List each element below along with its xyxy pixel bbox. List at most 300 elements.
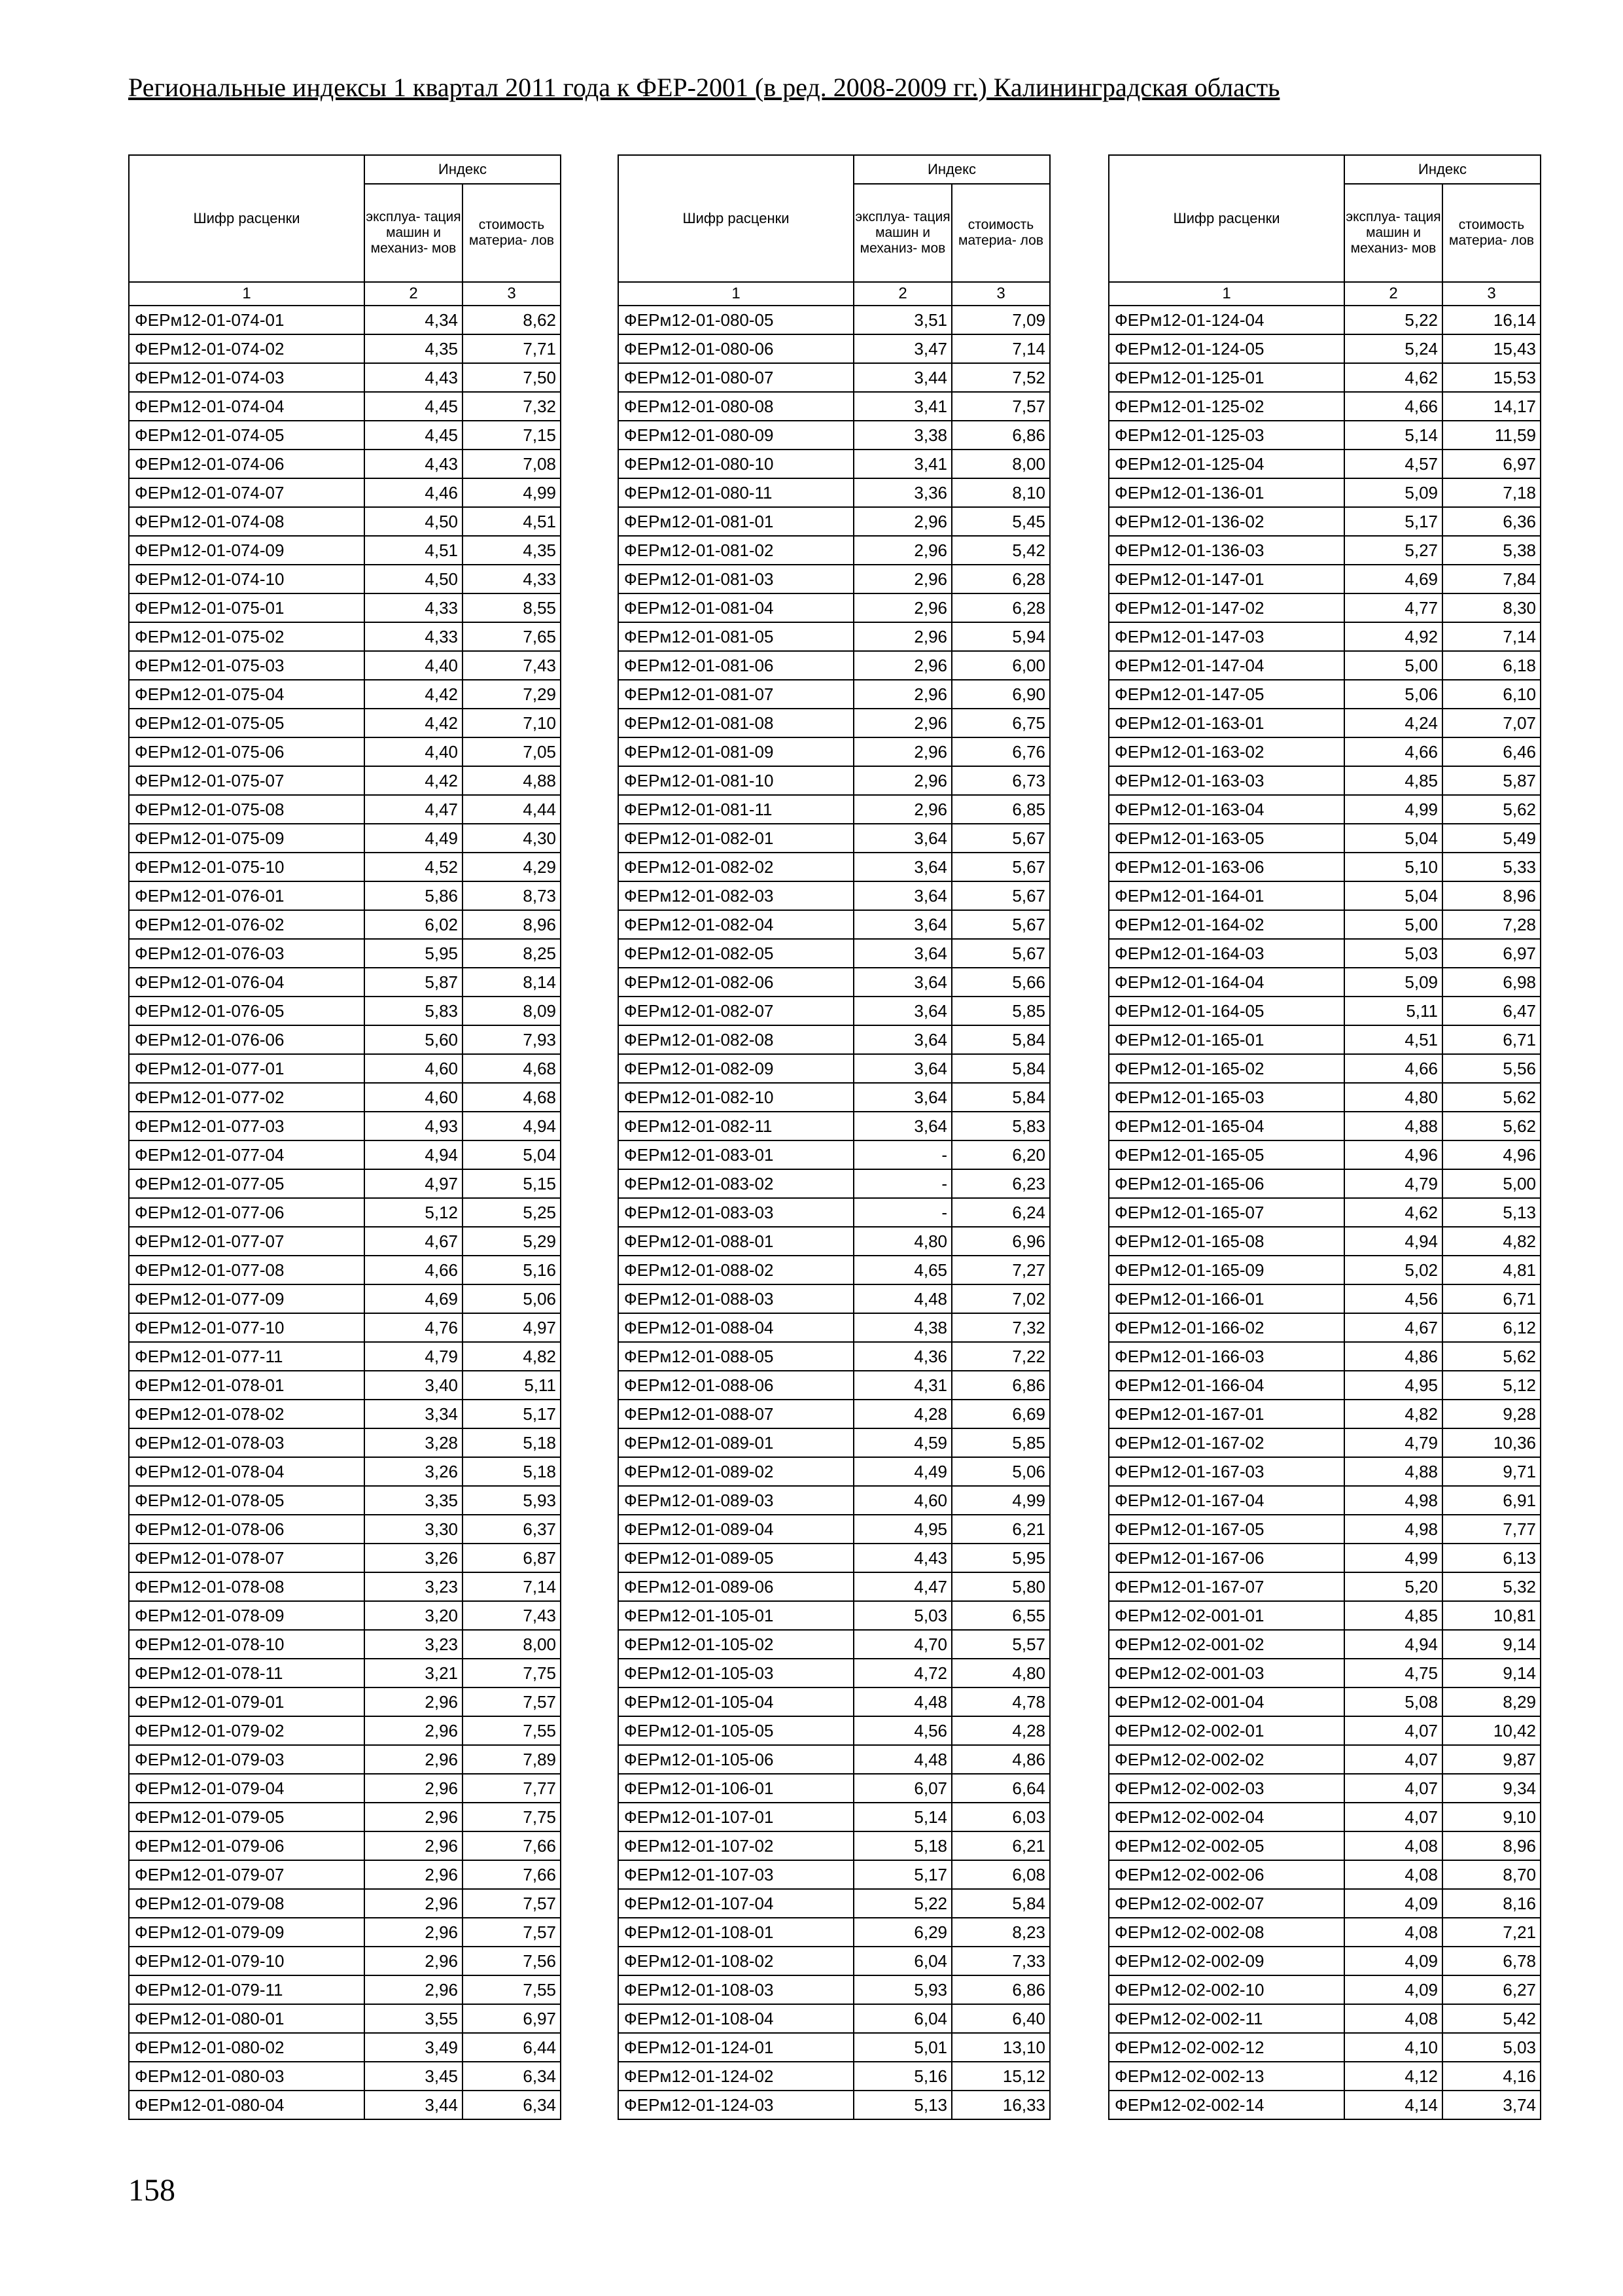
rate-code-cell: ФЕРм12-01-105-01 [618, 1601, 854, 1630]
materials-index-cell: 4,33 [462, 565, 561, 593]
materials-index-cell: 6,44 [462, 2033, 561, 2062]
machines-index-cell: 4,24 [1344, 709, 1442, 737]
header-col-number: 3 [462, 282, 561, 306]
materials-index-cell: 5,93 [462, 1486, 561, 1515]
index-table-left [128, 154, 561, 2120]
table-row [1109, 421, 1541, 450]
materials-index-cell: 6,97 [462, 2004, 561, 2033]
rate-code-cell: ФЕРм12-01-082-01 [618, 824, 854, 853]
table-row [129, 1486, 561, 1515]
materials-index-cell: 5,00 [1442, 1169, 1541, 1198]
materials-index-cell: 5,84 [952, 1083, 1050, 1112]
rate-code-cell: ФЕРм12-01-165-05 [1109, 1140, 1344, 1169]
machines-index-cell: 4,75 [1344, 1659, 1442, 1687]
rate-code-cell: ФЕРм12-01-081-07 [618, 680, 854, 709]
rate-code-cell: ФЕРм12-01-075-02 [129, 622, 364, 651]
rate-code-cell: ФЕРм12-01-078-06 [129, 1515, 364, 1544]
machines-index-cell: 4,38 [854, 1313, 952, 1342]
table-row [129, 2091, 561, 2119]
materials-index-cell: 7,84 [1442, 565, 1541, 593]
header-machines: эксплуа- тация машин и механиз- мов [364, 184, 462, 282]
machines-index-cell: 4,07 [1344, 1803, 1442, 1831]
rate-code-cell: ФЕРм12-01-081-11 [618, 795, 854, 824]
materials-index-cell: 7,52 [952, 363, 1050, 392]
machines-index-cell: 4,09 [1344, 1975, 1442, 2004]
table-row [618, 622, 1050, 651]
rate-code-cell: ФЕРм12-01-106-01 [618, 1774, 854, 1803]
page-number: 158 [128, 2173, 175, 2208]
rate-code-cell: ФЕРм12-01-108-04 [618, 2004, 854, 2033]
table-row [618, 1371, 1050, 1400]
machines-index-cell: 2,96 [364, 1774, 462, 1803]
table-row [618, 968, 1050, 997]
materials-index-cell: 4,86 [952, 1745, 1050, 1774]
header-col-number: 1 [1109, 282, 1344, 306]
table-row [1109, 536, 1541, 565]
materials-index-cell: 6,21 [952, 1831, 1050, 1860]
rate-code-cell: ФЕРм12-01-075-09 [129, 824, 364, 853]
rate-code-cell: ФЕРм12-02-002-09 [1109, 1947, 1344, 1975]
table-row [129, 1947, 561, 1975]
header-col-number: 1 [618, 282, 854, 306]
rate-code-cell: ФЕРм12-01-124-02 [618, 2062, 854, 2091]
machines-index-cell: 2,96 [364, 1947, 462, 1975]
rate-code-cell: ФЕРм12-01-165-09 [1109, 1256, 1344, 1284]
materials-index-cell: 5,67 [952, 824, 1050, 853]
table-row [1109, 1860, 1541, 1889]
machines-index-cell: 4,85 [1344, 1601, 1442, 1630]
machines-index-cell: 4,80 [1344, 1083, 1442, 1112]
machines-index-cell: 5,95 [364, 939, 462, 968]
materials-index-cell: 6,36 [1442, 507, 1541, 536]
rate-code-cell: ФЕРм12-01-078-10 [129, 1630, 364, 1659]
rate-code-cell: ФЕРм12-01-080-10 [618, 450, 854, 478]
rate-code-cell: ФЕРм12-01-166-01 [1109, 1284, 1344, 1313]
rate-code-cell: ФЕРм12-02-002-02 [1109, 1745, 1344, 1774]
machines-index-cell: 4,99 [1344, 1544, 1442, 1572]
table-row [618, 1889, 1050, 1918]
machines-index-cell: 3,64 [854, 1112, 952, 1140]
machines-index-cell: 4,43 [854, 1544, 952, 1572]
table-row [618, 2091, 1050, 2119]
machines-index-cell: 4,07 [1344, 1745, 1442, 1774]
table-row [129, 1659, 561, 1687]
table-row [1109, 593, 1541, 622]
machines-index-cell: 5,16 [854, 2062, 952, 2091]
materials-index-cell: 5,66 [952, 968, 1050, 997]
table-row [1109, 766, 1541, 795]
machines-index-cell: 5,13 [854, 2091, 952, 2119]
rate-code-cell: ФЕРм12-01-165-03 [1109, 1083, 1344, 1112]
header-code: Шифр расценки [129, 155, 364, 282]
table-row [129, 1457, 561, 1486]
table-row [1109, 939, 1541, 968]
rate-code-cell: ФЕРм12-01-166-03 [1109, 1342, 1344, 1371]
materials-index-cell: 7,55 [462, 1716, 561, 1745]
materials-index-cell: 6,96 [952, 1227, 1050, 1256]
table-row [618, 1025, 1050, 1054]
machines-index-cell: 4,45 [364, 392, 462, 421]
table-row [1109, 1428, 1541, 1457]
materials-index-cell: 4,78 [952, 1687, 1050, 1716]
rate-code-cell: ФЕРм12-01-077-05 [129, 1169, 364, 1198]
table-row [129, 910, 561, 939]
table-row [1109, 507, 1541, 536]
machines-index-cell: 4,09 [1344, 1947, 1442, 1975]
machines-index-cell: 3,64 [854, 853, 952, 881]
rate-code-cell: ФЕРм12-01-167-06 [1109, 1544, 1344, 1572]
materials-index-cell: 5,04 [462, 1140, 561, 1169]
machines-index-cell: 4,67 [1344, 1313, 1442, 1342]
rate-code-cell: ФЕРм12-01-163-01 [1109, 709, 1344, 737]
table-row [618, 1831, 1050, 1860]
materials-index-cell: 6,27 [1442, 1975, 1541, 2004]
machines-index-cell: 4,08 [1344, 1918, 1442, 1947]
rate-code-cell: ФЕРм12-01-165-06 [1109, 1169, 1344, 1198]
rate-code-cell: ФЕРм12-01-163-06 [1109, 853, 1344, 881]
table-row [129, 766, 561, 795]
table-row [129, 1054, 561, 1083]
rate-code-cell: ФЕРм12-01-077-02 [129, 1083, 364, 1112]
materials-index-cell: 4,29 [462, 853, 561, 881]
table-row [1109, 1083, 1541, 1112]
rate-code-cell: ФЕРм12-02-002-14 [1109, 2091, 1344, 2119]
materials-index-cell: 4,96 [1442, 1140, 1541, 1169]
rate-code-cell: ФЕРм12-01-077-09 [129, 1284, 364, 1313]
materials-index-cell: 5,17 [462, 1400, 561, 1428]
table-row [1109, 1256, 1541, 1284]
machines-index-cell: 4,97 [364, 1169, 462, 1198]
table-row [618, 334, 1050, 363]
materials-index-cell: 8,73 [462, 881, 561, 910]
materials-index-cell: 5,62 [1442, 1342, 1541, 1371]
machines-index-cell: 4,86 [1344, 1342, 1442, 1371]
table-row [129, 1572, 561, 1601]
table-row [129, 1716, 561, 1745]
materials-index-cell: 7,66 [462, 1860, 561, 1889]
machines-index-cell: 6,29 [854, 1918, 952, 1947]
header-col-number: 3 [952, 282, 1050, 306]
materials-index-cell: 7,43 [462, 1601, 561, 1630]
rate-code-cell: ФЕРм12-01-082-10 [618, 1083, 854, 1112]
table-row [1109, 450, 1541, 478]
materials-index-cell: 5,42 [952, 536, 1050, 565]
rate-code-cell: ФЕРм12-01-076-05 [129, 997, 364, 1025]
materials-index-cell: 7,56 [462, 1947, 561, 1975]
materials-index-cell: 4,44 [462, 795, 561, 824]
materials-index-cell: 7,22 [952, 1342, 1050, 1371]
rate-code-cell: ФЕРм12-01-076-01 [129, 881, 364, 910]
rate-code-cell: ФЕРм12-01-081-03 [618, 565, 854, 593]
materials-index-cell: 6,10 [1442, 680, 1541, 709]
table-row [618, 1140, 1050, 1169]
machines-index-cell: 4,14 [1344, 2091, 1442, 2119]
rate-code-cell: ФЕРм12-01-076-06 [129, 1025, 364, 1054]
table-row [1109, 1630, 1541, 1659]
materials-index-cell: 10,42 [1442, 1716, 1541, 1745]
table-row [618, 1947, 1050, 1975]
table-row [1109, 478, 1541, 507]
table-row [618, 651, 1050, 680]
machines-index-cell: 2,96 [854, 622, 952, 651]
table-row [618, 1313, 1050, 1342]
machines-index-cell: 4,95 [1344, 1371, 1442, 1400]
rate-code-cell: ФЕРм12-01-088-04 [618, 1313, 854, 1342]
materials-index-cell: 7,57 [462, 1889, 561, 1918]
materials-index-cell: 5,94 [952, 622, 1050, 651]
machines-index-cell: 3,26 [364, 1457, 462, 1486]
machines-index-cell: 3,45 [364, 2062, 462, 2091]
machines-index-cell: 2,96 [854, 565, 952, 593]
table-row [129, 536, 561, 565]
materials-index-cell: 4,16 [1442, 2062, 1541, 2091]
rate-code-cell: ФЕРм12-01-105-03 [618, 1659, 854, 1687]
machines-index-cell: 4,42 [364, 709, 462, 737]
machines-index-cell: 4,51 [364, 536, 462, 565]
materials-index-cell: 6,87 [462, 1544, 561, 1572]
materials-index-cell: 7,21 [1442, 1918, 1541, 1947]
rate-code-cell: ФЕРм12-01-082-09 [618, 1054, 854, 1083]
machines-index-cell: 4,57 [1344, 450, 1442, 478]
materials-index-cell: 6,85 [952, 795, 1050, 824]
machines-index-cell: 4,51 [1344, 1025, 1442, 1054]
machines-index-cell: 4,69 [1344, 565, 1442, 593]
rate-code-cell: ФЕРм12-01-136-01 [1109, 478, 1344, 507]
materials-index-cell: 5,84 [952, 1889, 1050, 1918]
machines-index-cell: 2,96 [364, 1716, 462, 1745]
rate-code-cell: ФЕРм12-01-163-03 [1109, 766, 1344, 795]
materials-index-cell: 5,84 [952, 1054, 1050, 1083]
header-index: Индекс [1344, 155, 1541, 184]
rate-code-cell: ФЕРм12-01-078-09 [129, 1601, 364, 1630]
materials-index-cell: 7,32 [952, 1313, 1050, 1342]
table-row [129, 1140, 561, 1169]
table-row [618, 1054, 1050, 1083]
materials-index-cell: 6,34 [462, 2091, 561, 2119]
table-row [618, 1572, 1050, 1601]
materials-index-cell: 5,80 [952, 1572, 1050, 1601]
rate-code-cell: ФЕРм12-01-076-02 [129, 910, 364, 939]
table-row [129, 1313, 561, 1342]
machines-index-cell: 2,96 [364, 1975, 462, 2004]
machines-index-cell: 4,43 [364, 450, 462, 478]
rate-code-cell: ФЕРм12-01-075-04 [129, 680, 364, 709]
materials-index-cell: 5,25 [462, 1198, 561, 1227]
materials-index-cell: 5,56 [1442, 1054, 1541, 1083]
rate-code-cell: ФЕРм12-01-081-04 [618, 593, 854, 622]
materials-index-cell: 5,84 [952, 1025, 1050, 1054]
rate-code-cell: ФЕРм12-01-080-01 [129, 2004, 364, 2033]
rate-code-cell: ФЕРм12-01-074-08 [129, 507, 364, 536]
rate-code-cell: ФЕРм12-01-147-05 [1109, 680, 1344, 709]
rate-code-cell: ФЕРм12-01-078-11 [129, 1659, 364, 1687]
materials-index-cell: 7,55 [462, 1975, 561, 2004]
materials-index-cell: 7,66 [462, 1831, 561, 1860]
materials-index-cell: 4,82 [1442, 1227, 1541, 1256]
rate-code-cell: ФЕРм12-01-080-05 [618, 306, 854, 334]
materials-index-cell: 5,33 [1442, 853, 1541, 881]
rate-code-cell: ФЕРм12-01-077-11 [129, 1342, 364, 1371]
machines-index-cell: 3,21 [364, 1659, 462, 1687]
header-materials: стоимость материа- лов [462, 184, 561, 282]
machines-index-cell: 4,66 [364, 1256, 462, 1284]
rate-code-cell: ФЕРм12-01-089-01 [618, 1428, 854, 1457]
table-row [1109, 1371, 1541, 1400]
materials-index-cell: 7,57 [462, 1918, 561, 1947]
machines-index-cell: 4,08 [1344, 2004, 1442, 2033]
rate-code-cell: ФЕРм12-02-002-07 [1109, 1889, 1344, 1918]
rate-code-cell: ФЕРм12-01-136-03 [1109, 536, 1344, 565]
header-machines: эксплуа- тация машин и механиз- мов [1344, 184, 1442, 282]
materials-index-cell: 4,97 [462, 1313, 561, 1342]
rate-code-cell: ФЕРм12-01-082-08 [618, 1025, 854, 1054]
materials-index-cell: 6,37 [462, 1515, 561, 1544]
machines-index-cell: - [854, 1198, 952, 1227]
machines-index-cell: 5,04 [1344, 881, 1442, 910]
materials-index-cell: 5,15 [462, 1169, 561, 1198]
table-row [129, 363, 561, 392]
table-row [129, 478, 561, 507]
machines-index-cell: 5,14 [1344, 421, 1442, 450]
machines-index-cell: 5,01 [854, 2033, 952, 2062]
table-row [618, 1169, 1050, 1198]
table-row [618, 680, 1050, 709]
rate-code-cell: ФЕРм12-02-002-10 [1109, 1975, 1344, 2004]
rate-code-cell: ФЕРм12-01-088-01 [618, 1227, 854, 1256]
machines-index-cell: 2,96 [854, 709, 952, 737]
rate-code-cell: ФЕРм12-01-079-03 [129, 1745, 364, 1774]
materials-index-cell: 5,45 [952, 507, 1050, 536]
materials-index-cell: 14,17 [1442, 392, 1541, 421]
materials-index-cell: 4,81 [1442, 1256, 1541, 1284]
materials-index-cell: 5,85 [952, 1428, 1050, 1457]
rate-code-cell: ФЕРм12-01-080-11 [618, 478, 854, 507]
machines-index-cell: 4,88 [1344, 1112, 1442, 1140]
materials-index-cell: 5,62 [1442, 1112, 1541, 1140]
rate-code-cell: ФЕРм12-01-074-06 [129, 450, 364, 478]
materials-index-cell: 9,34 [1442, 1774, 1541, 1803]
materials-index-cell: 8,16 [1442, 1889, 1541, 1918]
table-row [129, 593, 561, 622]
machines-index-cell: 5,06 [1344, 680, 1442, 709]
table-row [618, 1774, 1050, 1803]
materials-index-cell: 10,36 [1442, 1428, 1541, 1457]
header-materials: стоимость материа- лов [952, 184, 1050, 282]
rate-code-cell: ФЕРм12-01-164-04 [1109, 968, 1344, 997]
rate-code-cell: ФЕРм12-01-165-01 [1109, 1025, 1344, 1054]
materials-index-cell: 5,42 [1442, 2004, 1541, 2033]
machines-index-cell: 4,08 [1344, 1831, 1442, 1860]
rate-code-cell: ФЕРм12-01-078-04 [129, 1457, 364, 1486]
materials-index-cell: 4,94 [462, 1112, 561, 1140]
materials-index-cell: 7,71 [462, 334, 561, 363]
machines-index-cell: - [854, 1140, 952, 1169]
materials-index-cell: 6,21 [952, 1515, 1050, 1544]
table-row [1109, 2004, 1541, 2033]
rate-code-cell: ФЕРм12-01-074-09 [129, 536, 364, 565]
machines-index-cell: 5,17 [854, 1860, 952, 1889]
rate-code-cell: ФЕРм12-01-107-02 [618, 1831, 854, 1860]
materials-index-cell: 6,86 [952, 1975, 1050, 2004]
header-col-number: 2 [1344, 282, 1442, 306]
rate-code-cell: ФЕРм12-01-079-11 [129, 1975, 364, 2004]
materials-index-cell: 7,77 [1442, 1515, 1541, 1544]
materials-index-cell: 5,18 [462, 1428, 561, 1457]
table-row [129, 1831, 561, 1860]
rate-code-cell: ФЕРм12-01-125-02 [1109, 392, 1344, 421]
rate-code-cell: ФЕРм12-01-107-03 [618, 1860, 854, 1889]
rate-code-cell: ФЕРм12-01-165-08 [1109, 1227, 1344, 1256]
machines-index-cell: 4,12 [1344, 2062, 1442, 2091]
rate-code-cell: ФЕРм12-01-076-03 [129, 939, 364, 968]
machines-index-cell: 4,35 [364, 334, 462, 363]
materials-index-cell: 5,29 [462, 1227, 561, 1256]
table-row [618, 2033, 1050, 2062]
materials-index-cell: 5,67 [952, 910, 1050, 939]
rate-code-cell: ФЕРм12-01-089-06 [618, 1572, 854, 1601]
table-row [1109, 737, 1541, 766]
table-row [618, 1457, 1050, 1486]
table-row [129, 997, 561, 1025]
header-col-number: 1 [129, 282, 364, 306]
rate-code-cell: ФЕРм12-01-164-03 [1109, 939, 1344, 968]
materials-index-cell: 7,75 [462, 1659, 561, 1687]
materials-index-cell: 7,43 [462, 651, 561, 680]
materials-index-cell: 7,14 [462, 1572, 561, 1601]
table-row [618, 2004, 1050, 2033]
rate-code-cell: ФЕРм12-01-164-01 [1109, 881, 1344, 910]
rate-code-cell: ФЕРм12-01-075-06 [129, 737, 364, 766]
rate-code-cell: ФЕРм12-01-077-01 [129, 1054, 364, 1083]
table-row [129, 2033, 561, 2062]
machines-index-cell: 4,62 [1344, 363, 1442, 392]
rate-code-cell: ФЕРм12-01-124-04 [1109, 306, 1344, 334]
table-row [1109, 1457, 1541, 1486]
rate-code-cell: ФЕРм12-01-080-04 [129, 2091, 364, 2119]
machines-index-cell: 2,96 [364, 1831, 462, 1860]
materials-index-cell: 4,30 [462, 824, 561, 853]
materials-index-cell: 5,12 [1442, 1371, 1541, 1400]
machines-index-cell: 4,60 [364, 1054, 462, 1083]
rate-code-cell: ФЕРм12-01-074-07 [129, 478, 364, 507]
table-row [1109, 334, 1541, 363]
machines-index-cell: 6,02 [364, 910, 462, 939]
rate-code-cell: ФЕРм12-01-163-04 [1109, 795, 1344, 824]
table-row [1109, 2091, 1541, 2119]
machines-index-cell: 3,28 [364, 1428, 462, 1457]
machines-index-cell: 4,99 [1344, 795, 1442, 824]
materials-index-cell: 11,59 [1442, 421, 1541, 450]
machines-index-cell: 3,23 [364, 1630, 462, 1659]
table-row [129, 1083, 561, 1112]
rate-code-cell: ФЕРм12-01-081-05 [618, 622, 854, 651]
materials-index-cell: 13,10 [952, 2033, 1050, 2062]
materials-index-cell: 6,13 [1442, 1544, 1541, 1572]
machines-index-cell: 3,64 [854, 1025, 952, 1054]
machines-index-cell: 3,64 [854, 968, 952, 997]
rate-code-cell: ФЕРм12-01-164-05 [1109, 997, 1344, 1025]
table-row [129, 1687, 561, 1716]
table-row [618, 1803, 1050, 1831]
rate-code-cell: ФЕРм12-01-147-03 [1109, 622, 1344, 651]
rate-code-cell: ФЕРм12-01-108-03 [618, 1975, 854, 2004]
table-row [618, 1745, 1050, 1774]
table-row [1109, 1659, 1541, 1687]
machines-index-cell: 2,96 [364, 1918, 462, 1947]
machines-index-cell: 5,87 [364, 968, 462, 997]
table-row [129, 1169, 561, 1198]
machines-index-cell: 4,79 [1344, 1428, 1442, 1457]
